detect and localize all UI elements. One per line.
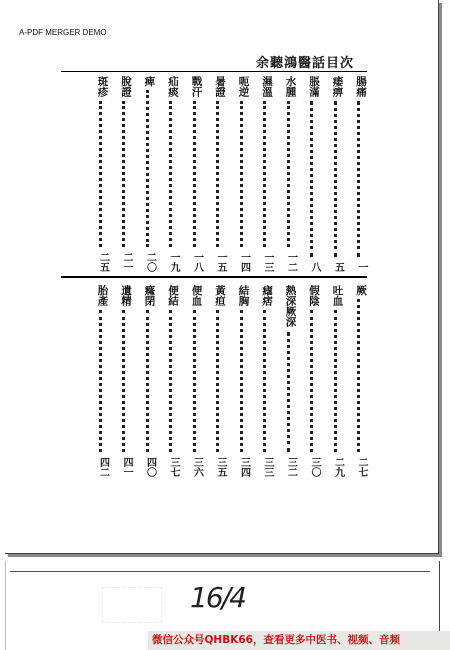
- toc-entry-page: 二五: [97, 252, 109, 272]
- toc-entry-page: 一二: [285, 252, 297, 272]
- toc-entry-page: 一八: [191, 252, 203, 272]
- toc-entry-label: 呃逆: [237, 76, 250, 97]
- toc-entry-page: 四〇: [144, 457, 156, 477]
- toc-entry-page: 三六: [191, 457, 203, 477]
- toc-entry-page: 四二: [97, 457, 109, 477]
- toc-entry-label: 腸痛: [355, 76, 367, 97]
- toc-entry: [351, 76, 369, 272]
- toc-entry: [140, 76, 158, 272]
- toc-entry-page: 三三: [262, 457, 273, 477]
- leader-dots: [99, 310, 107, 452]
- toc-entry-label: 戰汗: [190, 76, 203, 97]
- leader-dots: [193, 101, 201, 247]
- toc-entry-label: 厥: [355, 285, 367, 296]
- leader-dots: [310, 310, 318, 452]
- toc-entry-label: 痺: [143, 76, 156, 87]
- leader-dots: [216, 101, 224, 247]
- toc-entry-label: 遺精: [120, 285, 132, 306]
- toc-entry-label: 結胸: [237, 285, 250, 306]
- leader-dots: [287, 332, 295, 452]
- toc-entry-page: 三四: [238, 457, 250, 477]
- toc-entry-label: 脫證: [120, 76, 132, 97]
- leader-dots: [263, 101, 271, 247]
- document-page: [5, 0, 439, 554]
- toc-entry-page: 三五: [215, 457, 226, 477]
- leader-dots: [146, 90, 154, 247]
- toc-entry-page: 四一: [121, 457, 132, 477]
- next-page-rule: [10, 571, 430, 572]
- demo-watermark: A-PDF MERGER DEMO: [19, 28, 107, 37]
- toc-entry: [328, 285, 346, 477]
- toc-entry: [257, 285, 275, 477]
- toc-entry-page: 二九: [332, 457, 344, 477]
- toc-entry: [281, 285, 299, 477]
- toc-entry-page: 三七: [168, 457, 179, 477]
- faint-stamp: [102, 587, 162, 623]
- toc-entry-page: 三〇: [309, 457, 320, 477]
- handwritten-note: 16/4: [190, 581, 245, 614]
- toc-entry-label: 便血: [190, 285, 203, 306]
- leader-dots: [122, 101, 130, 247]
- toc-entry-label: 便結: [167, 285, 179, 306]
- toc-entry-label: 暑證: [214, 76, 226, 97]
- toc-entry-page: 一五: [215, 252, 226, 272]
- leader-dots: [216, 310, 224, 452]
- leader-dots: [263, 310, 271, 452]
- toc-entry: [351, 285, 369, 477]
- leader-dots: [99, 101, 107, 247]
- leader-dots: [334, 101, 342, 257]
- toc-entry: [116, 76, 134, 272]
- toc-entry-page: 五: [332, 262, 344, 272]
- toc-entry-page: 一三: [262, 252, 273, 272]
- toc-entry-label: 瘧痞: [261, 285, 273, 306]
- toc-entry-label: 水腫: [284, 76, 297, 97]
- title-rule: [61, 71, 367, 72]
- toc-entry-label: 胎產: [96, 285, 109, 306]
- toc-entry-page: 三二: [285, 457, 297, 477]
- toc-entry: [210, 285, 228, 477]
- toc-entry-page: 一九: [168, 252, 179, 272]
- toc-entry-page: 二一: [121, 252, 132, 272]
- leader-dots: [240, 310, 248, 452]
- toc-entry: [140, 285, 158, 477]
- toc-entry: [93, 285, 111, 477]
- leader-dots: [169, 101, 177, 247]
- page-title: 余聽鴻醫話目次: [255, 56, 354, 71]
- toc-entry-label: 脹滿: [308, 76, 320, 97]
- toc-entry-label: 疝痰: [167, 76, 179, 97]
- leader-dots: [310, 101, 318, 257]
- toc-entry: [163, 285, 181, 477]
- toc-entry-page: 二〇: [144, 252, 156, 272]
- toc-entry-label: 熱深厥深: [284, 285, 297, 327]
- toc-entry: [187, 285, 205, 477]
- toc-entry: [257, 76, 275, 272]
- leader-dots: [193, 310, 201, 452]
- toc-entry: [234, 76, 252, 272]
- toc-entry-label: 吐血: [331, 285, 344, 306]
- section-divider: [61, 276, 367, 278]
- toc-entry: [210, 76, 228, 272]
- leader-dots: [240, 101, 248, 247]
- toc-entry-label: 癃閉: [143, 285, 156, 306]
- leader-dots: [169, 310, 177, 452]
- toc-entry-page: 八: [309, 262, 320, 272]
- toc-entry: [163, 76, 181, 272]
- leader-dots: [287, 101, 295, 247]
- toc-entry: [304, 76, 322, 272]
- toc-entry-label: 黃疸: [214, 285, 226, 306]
- leader-dots: [334, 310, 342, 452]
- toc-entry: [234, 285, 252, 477]
- leader-dots: [146, 310, 154, 452]
- promo-banner: 微信公众号QHBK66，查看更多中医书、视频、音频: [148, 631, 450, 650]
- toc-entry-label: 斑疹: [96, 76, 109, 97]
- leader-dots: [122, 310, 130, 452]
- toc-entry: [328, 76, 346, 272]
- toc-entry-label: 痿痹: [331, 76, 344, 97]
- leader-dots: [357, 101, 365, 257]
- leader-dots: [357, 299, 365, 452]
- toc-entry-page: 一四: [238, 252, 250, 272]
- toc-entry-label: 濕溫: [261, 76, 273, 97]
- toc-entry: [304, 285, 322, 477]
- toc-entry-page: 二七: [356, 457, 367, 477]
- toc-entry: [187, 76, 205, 272]
- toc-entry-page: 一: [356, 262, 367, 272]
- toc-entry: [116, 285, 134, 477]
- toc-entry-label: 假陰: [308, 285, 320, 306]
- toc-entry: [93, 76, 111, 272]
- toc-entry: [281, 76, 299, 272]
